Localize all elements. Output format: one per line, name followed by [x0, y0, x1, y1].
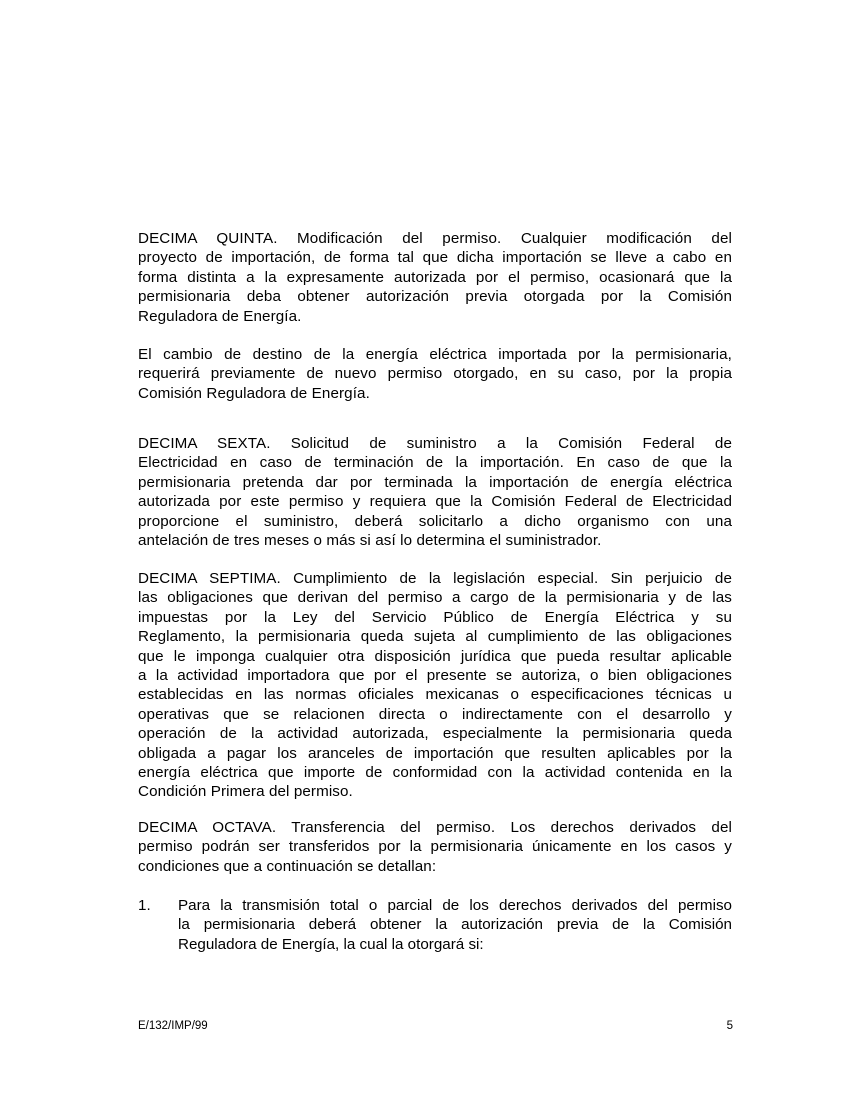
text-line: operativas que se relacionen directa o indirectamente con el desarrollo y [138, 705, 732, 723]
text-line: energía eléctrica que importe de conformidad con la actividad contenida en la [138, 763, 732, 781]
footer-reference: E/132/IMP/99 [138, 1020, 208, 1032]
text-line: las obligaciones que derivan del permiso a cargo de la permisionaria y de las [138, 589, 732, 607]
text-line: impuestas por la Ley del Servicio Público de Energía Eléctrica y su [138, 608, 732, 626]
text-line: DECIMA QUINTA. Modificación del permiso. Cualquier modificación del [138, 230, 732, 247]
text-line: Reguladora de Energía, la cual la otorgará si: [178, 935, 484, 953]
page-number: 5 [726, 1020, 733, 1032]
text-line: proporcione el suministro, deberá solicitarlo a dicho organismo con una [138, 512, 732, 530]
text-line: Electricidad en caso de terminación de la importación. En caso de que la [138, 454, 732, 472]
clause-decima-quinta-paragraph-2 [138, 345, 732, 403]
clause-decima-septima [138, 569, 732, 802]
text-line: condiciones que a continuación se detallan: [138, 857, 437, 875]
item-number: 1. [138, 897, 151, 914]
text-line: El cambio de destino de la energía eléctrica importada por la permisionaria, [138, 346, 732, 363]
text-line: Comisión Reguladora de Energía. [138, 384, 370, 402]
text-line: Para la transmisión total o parcial de los derechos derivados del permiso [178, 897, 732, 914]
text-line: DECIMA SEXTA. Solicitud de suministro a la Comisión Federal de [138, 435, 732, 452]
text-line: Reglamento, la permisionaria queda sujeta al cumplimiento de las obligaciones [138, 628, 732, 646]
text-line: antelación de tres meses o más si así lo determina el suministrador. [138, 531, 602, 549]
text-line: permisionaria pretenda dar por terminada la importación de energía eléctrica [138, 473, 732, 491]
text-line: establecidas en las normas oficiales mexicanas o especificaciones técnicas u [138, 686, 732, 704]
item-body [178, 896, 732, 954]
text-line: permiso podrán ser transferidos por la permisionaria únicamente en los casos y [138, 838, 732, 856]
text-line: Reguladora de Energía. [138, 307, 302, 325]
text-line: operación de la actividad autorizada, especialmente la permisionaria queda [138, 725, 732, 743]
text-line: DECIMA OCTAVA. Transferencia del permiso. Los derechos derivados del [138, 819, 732, 836]
text-line: forma distinta a la expresamente autorizada por el permiso, ocasionará que la [138, 268, 732, 286]
clause-decima-octava [138, 818, 732, 876]
text-line: DECIMA SEPTIMA. Cumplimiento de la legislación especial. Sin perjuicio de [138, 570, 732, 587]
text-line: requerirá previamente de nuevo permiso otorgado, en su caso, por la propia [138, 365, 732, 383]
text-line: proyecto de importación, de forma tal que dicha importación se lleve a cabo en [138, 249, 732, 267]
clause-decima-quinta [138, 229, 732, 326]
text-line: Condición Primera del permiso. [138, 783, 353, 801]
text-line: permisionaria deba obtener autorización previa otorgada por la Comisión [138, 288, 732, 306]
text-line: a la actividad importadora que por el presente se autoriza, o bien obligaciones [138, 666, 732, 684]
clause-decima-sexta [138, 434, 732, 550]
text-line: la permisionaria deberá obtener la autorización previa de la Comisión [178, 916, 732, 934]
text-line: autorizada por este permiso y requiera que la Comisión Federal de Electricidad [138, 493, 732, 511]
text-line: obligada a pagar los aranceles de importación que resulten aplicables por la [138, 744, 732, 762]
text-line: que le imponga cualquier otra disposición jurídica que pueda resultar aplicable [138, 647, 732, 665]
